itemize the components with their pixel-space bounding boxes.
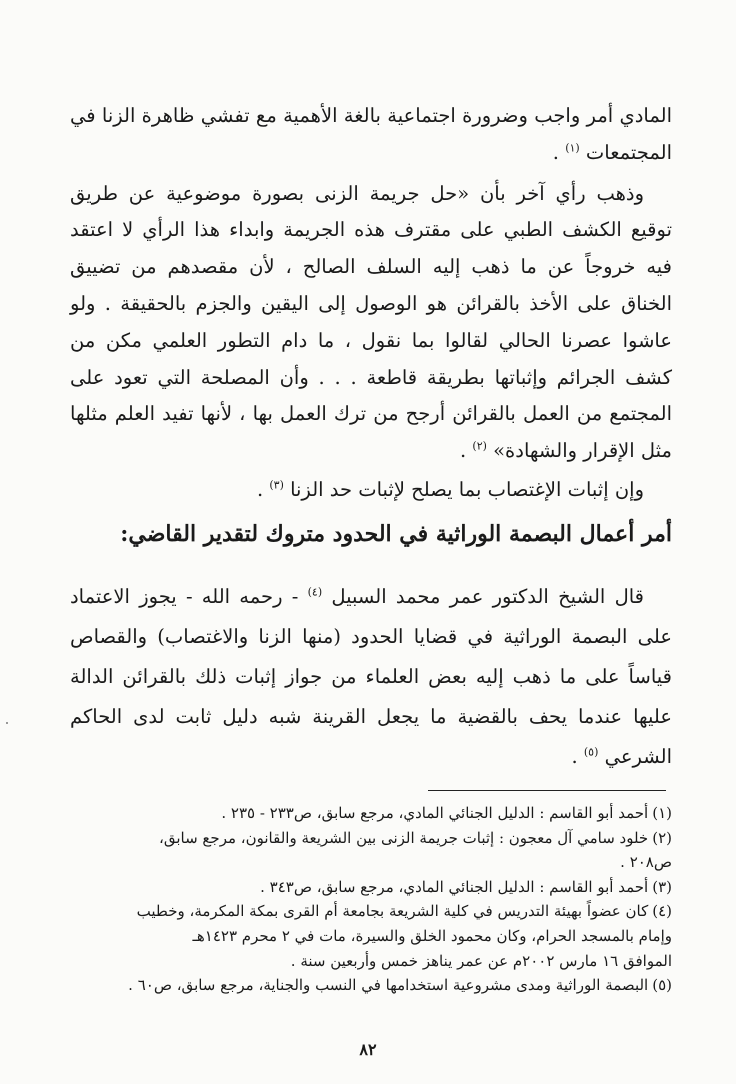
footnote-text: أحمد أبو القاسم : الدليل الجنائي المادي، مرجع سابق، ص٢٣٣ - ٢٣٥ .	[221, 804, 649, 822]
footnote-ref-3: (٣)	[269, 478, 284, 492]
footnote-4-continued: الموافق ١٦ مارس ٢٠٠٢م عن عمر يناهز خمس وأربعين سنة .	[290, 951, 672, 970]
footnote-4	[68, 899, 672, 924]
footnote-ref-4: (٤)	[307, 585, 323, 599]
footnotes	[68, 801, 672, 998]
footnote-4-continued: وإمام بالمسجد الحرام، وكان محمود الخلق والسيرة، مات في ٢ محرم ١٤٢٣هـ	[192, 926, 672, 945]
paragraph-4	[70, 577, 672, 777]
paragraph-1-end: .	[552, 140, 566, 164]
paragraph-3-end: .	[256, 477, 270, 501]
footnote-number: (٣)	[652, 877, 672, 896]
body-text-section	[70, 577, 672, 777]
footnote-5	[68, 973, 672, 998]
footnote-number: (٢)	[652, 828, 672, 847]
paragraph-2	[70, 176, 672, 470]
footnote-2-continued: ص٢٠٨ .	[620, 853, 672, 872]
footnote-2	[68, 826, 672, 851]
footnote-text: كان عضواً بهيئة التدريس في كلية الشريعة بجامعة أم القرى بمكة المكرمة، وخطيب	[136, 902, 649, 921]
footnote-number: (١)	[652, 804, 672, 822]
footnote-separator	[428, 790, 666, 791]
footnote-number: (٤)	[652, 902, 672, 921]
paragraph-2-end: .	[459, 439, 473, 463]
section-heading: أمر أعمال البصمة الوراثية في الحدود متروك لتقدير القاضي:	[120, 521, 672, 547]
paragraph-4-rest: - رحمه الله - يجوز الاعتماد على البصمة الوراثية في قضايا الحدود (منها الزنا والاغتصاب) والقصاص قياساً على ما ذهب إليه بعض العلماء من جواز إثبات ذلك بالقرائن الدالة عليها عندما يحف بالقضية ما يجعل القرينة شبه دليل ثابت لدى الحاكم الشرعي	[70, 585, 672, 768]
paragraph-4-end: .	[571, 745, 584, 768]
page-number: ٨٢	[359, 1040, 377, 1059]
footnote-ref-2: (٢)	[472, 439, 487, 453]
footnote-1	[68, 801, 672, 826]
margin-speck	[6, 722, 8, 724]
paragraph-4-text: قال الشيخ الدكتور عمر محمد السبيل	[331, 585, 644, 608]
footnote-text: البصمة الوراثية ومدى مشروعية استخدامها في النسب والجناية، مرجع سابق، ص٦٠ .	[128, 976, 649, 995]
footnote-ref-1: (١)	[565, 141, 580, 155]
footnote-3	[68, 875, 672, 900]
footnote-ref-5: (٥)	[583, 745, 599, 759]
body-text	[70, 98, 672, 509]
footnote-text: خلود سامي آل معجون : إثبات جريمة الزنى بين الشريعة والقانون، مرجع سابق،	[159, 828, 649, 847]
paragraph-1	[70, 98, 672, 172]
paragraph-3	[70, 472, 672, 509]
paragraph-1-text: المادي أمر واجب وضرورة اجتماعية بالغة الأهمية مع تفشي ظاهرة الزنا في المجتمعات	[70, 104, 672, 164]
footnote-text: أحمد أبو القاسم : الدليل الجنائي المادي، مرجع سابق، ص٣٤٣ .	[260, 877, 649, 896]
paragraph-3-text: وإن إثبات الإغتصاب بما يصلح لإثبات حد الزنا	[290, 477, 644, 501]
paragraph-2-text: وذهب رأي آخر بأن «حل جريمة الزنى بصورة موضوعية عن طريق توقيع الكشف الطبي على مقترف هذه الجريمة وابداء هذا الرأي لا اعتقد فيه خروجاً عن ما ذهب إليه السلف الصالح ، لأن مقصدهم من تضييق الخناق على الأخذ بالقرائن هو الوصول إلى اليقين والجزم بالحقيقة . ولو عاشوا عصرنا الحالي لقالوا بما نقول ، ما دام التطور العلمي مكن من كشف الجرائم وإثباتها بطريقة قاطعة . . . وأن المصلحة التي تعود على المجتمع من العمل بالقرائن أرجح من ترك العمل بها ، لأنها تفيد العلم مثلها مثل الإقرار والشهادة»	[70, 181, 672, 463]
footnote-number: (٥)	[652, 976, 672, 995]
